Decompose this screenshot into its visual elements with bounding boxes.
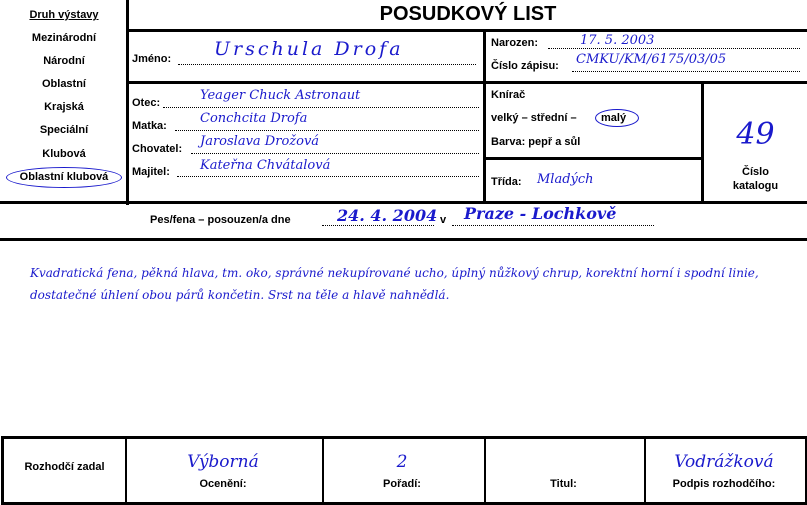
chovatel-field[interactable]: Jaroslava Drožová: [200, 134, 320, 149]
sidebar-item-oblastni-klubova[interactable]: Oblastní klubová: [19, 171, 109, 183]
narozen-line: [548, 48, 800, 49]
otec-line: [163, 107, 479, 108]
pes-label: Pes/fena – posouzen/a dne: [150, 214, 291, 226]
catalog-label-1: Číslo: [742, 166, 769, 178]
matka-line: [175, 130, 479, 131]
jmeno-line: [178, 64, 476, 65]
majitel-line: [177, 176, 479, 177]
podpis-field[interactable]: Vodrážková: [674, 452, 774, 472]
sidebar-item-klubova[interactable]: Klubová: [42, 148, 86, 160]
oceneni-field[interactable]: Výborná: [187, 452, 259, 472]
cislo-zapisu-field[interactable]: CMKU/KM/6175/03/05: [576, 52, 727, 67]
size-circle: [595, 109, 639, 127]
jmeno-label: Jméno:: [132, 53, 172, 65]
trida-field[interactable]: Mladých: [537, 172, 594, 187]
frame-below-name: [126, 81, 807, 84]
sidebar-item-krajska[interactable]: Krajská: [44, 101, 84, 113]
place-line: [452, 225, 654, 226]
sidebar-item-specialni[interactable]: Speciální: [39, 124, 89, 136]
frame-top-title: [126, 29, 807, 32]
poradi-field[interactable]: 2: [396, 452, 408, 472]
sidebar-item-mezinarodni[interactable]: Mezinárodní: [31, 32, 97, 44]
barva-label: Barva: pepř a sůl: [491, 136, 581, 148]
frame-mid: [483, 29, 486, 204]
page-title: POSUDKOVÝ LIST: [379, 3, 557, 25]
narozen-field[interactable]: 17. 5. 2003: [580, 33, 655, 48]
matka-field[interactable]: Conchcita Drofa: [200, 111, 308, 126]
v-label: v: [440, 214, 447, 226]
knirac-label: Knírač: [491, 89, 526, 101]
evaluation-text[interactable]: Kvadratická fena, pěkná hlava, tm. oko, správné nekupírované ucho, úplný nůžkový chrup, korektní horní i spodní linie, dostatečné úhlení obou párů končetin. Srst na těle a hlavě nahnědlá.: [30, 266, 759, 302]
chovatel-label: Chovatel:: [132, 143, 183, 155]
selected-circle: [6, 167, 122, 188]
sidebar-item-oblastni[interactable]: Oblastní: [41, 78, 86, 90]
narozen-label: Narozen:: [491, 37, 539, 49]
catalog-number[interactable]: 49: [736, 117, 775, 152]
catalog-label-2: katalogu: [732, 180, 779, 192]
majitel-label: Majitel:: [132, 166, 170, 178]
jmeno-field[interactable]: Urschula Drofa: [214, 38, 404, 60]
date-line: [322, 225, 434, 226]
date-field[interactable]: 24. 4. 2004: [337, 206, 438, 225]
trida-label: Třída:: [491, 176, 522, 188]
cislo-zapisu-label: Číslo zápisu:: [491, 60, 559, 72]
otec-label: Otec:: [132, 97, 161, 109]
size-label: velký – střední –: [491, 112, 577, 124]
place-field[interactable]: Praze - Lochkově: [464, 204, 617, 223]
size-selected[interactable]: malý: [601, 112, 627, 124]
sidebar-header: Druh výstavy: [29, 9, 99, 21]
divider-eval: [0, 238, 807, 241]
sidebar-item-narodni[interactable]: Národní: [43, 55, 85, 67]
matka-label: Matka:: [132, 120, 167, 132]
frame-trida: [483, 157, 703, 160]
chovatel-line: [191, 153, 479, 154]
poradi-label: Pořadí:: [383, 478, 421, 490]
judge-label: Rozhodčí zadal: [24, 461, 105, 473]
podpis-label: Podpis rozhodčího:: [672, 478, 776, 490]
majitel-field[interactable]: Kateřna Chvátalová: [200, 158, 331, 173]
frame-bottom: [0, 201, 807, 204]
otec-field[interactable]: Yeager Chuck Astronaut: [200, 88, 361, 103]
oceneni-label: Ocenění:: [199, 478, 247, 490]
titul-label: Titul:: [550, 478, 577, 490]
cislo-zapisu-line: [572, 71, 800, 72]
